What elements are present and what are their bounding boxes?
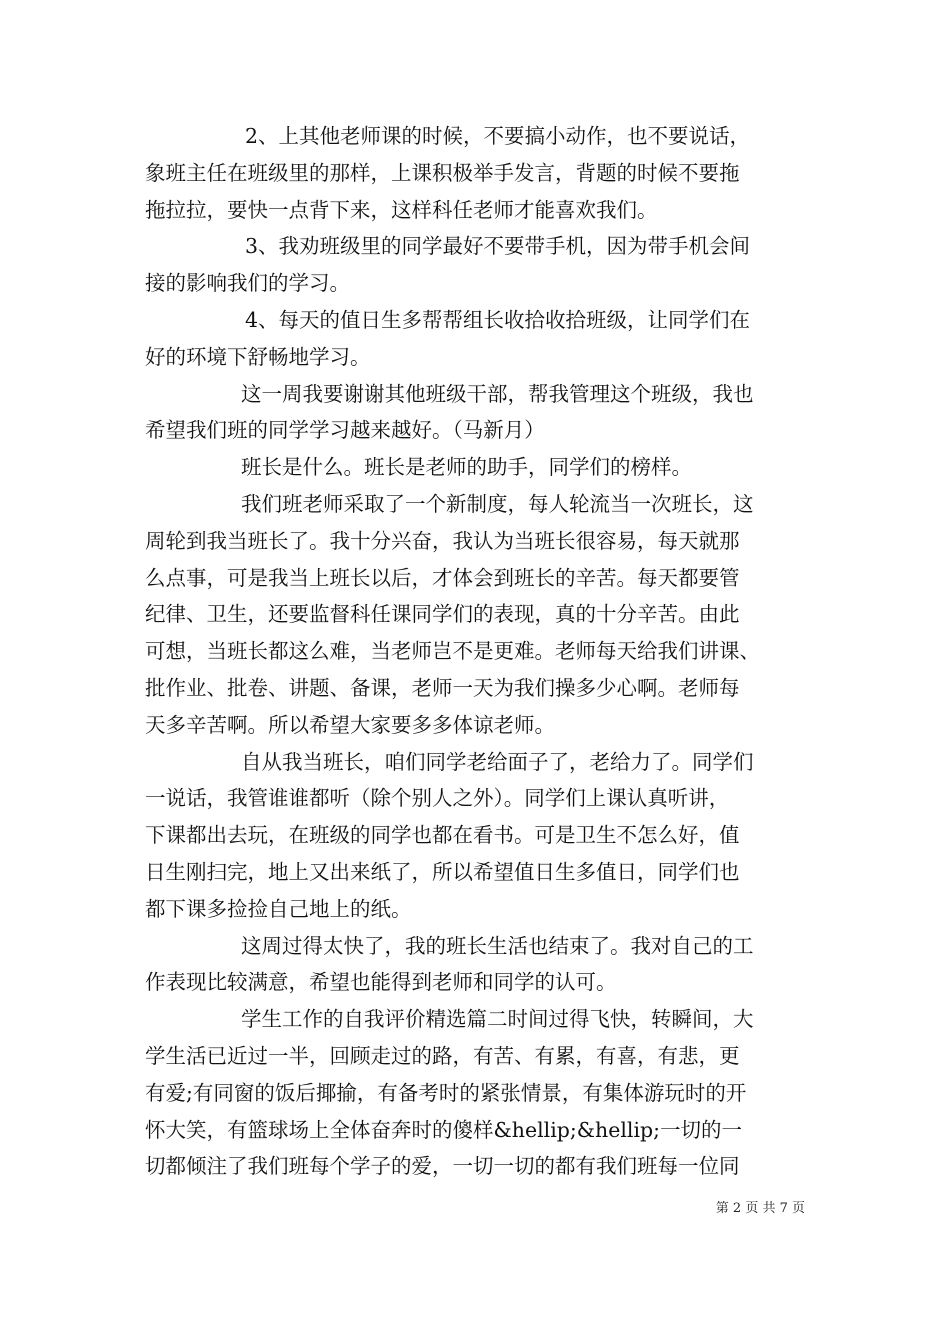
text-line: 作表现比较满意，希望也能得到老师和同学的认可。 xyxy=(145,970,617,995)
text-line: 学生工作的自我评价精选篇二时间过得飞快，转瞬间，大 xyxy=(241,1007,754,1032)
text-line: 周轮到我当班长了。我十分兴奋，我认为当班长很容易，每天就那 xyxy=(145,528,740,553)
text-line: 2、上其他老师课的时候，不要搞小动作，也不要说话， xyxy=(245,124,751,148)
text-line: 班长是什么。班长是老师的助手，同学们的榜样。 xyxy=(241,455,692,480)
text-line: 一说话，我管谁谁都听（除个别人之外）。同学们上课认真听讲， xyxy=(145,786,730,811)
text-line: 有爱;有同窗的饭后揶揄，有备考时的紧张情景，有集体游玩时的开 xyxy=(145,1080,747,1105)
text-line: 纪律、卫生，还要监督科任课同学们的表现，真的十分辛苦。由此 xyxy=(145,602,740,627)
text-line: 好的环境下舒畅地学习。 xyxy=(145,344,371,369)
text-line: 批作业、批卷、讲题、备课，老师一天为我们操多少心啊。老师每 xyxy=(145,675,740,700)
text-line: 自从我当班长，咱们同学老给面子了，老给力了。同学们 xyxy=(241,749,754,774)
text-line: 这周过得太快了，我的班长生活也结束了。我对自己的工 xyxy=(241,933,754,958)
text-line: 象班主任在班级里的那样，上课积极举手发言，背题的时候不要拖 xyxy=(145,160,740,185)
text-line: 切都倾注了我们班每个学子的爱，一切一切的都有我们班每一位同 xyxy=(145,1154,740,1179)
text-line: 学生活已近过一半，回顾走过的路，有苦、有累，有喜，有悲，更 xyxy=(145,1043,740,1068)
text-line: 我们班老师采取了一个新制度，每人轮流当一次班长，这 xyxy=(241,491,754,516)
text-line: 么点事，可是我当上班长以后，才体会到班长的辛苦。每天都要管 xyxy=(145,565,740,590)
text-line: 这一周我要谢谢其他班级干部，帮我管理这个班级，我也 xyxy=(241,381,754,406)
text-line: 希望我们班的同学学习越来越好。（马新月） xyxy=(145,418,545,443)
text-line: 下课都出去玩，在班级的同学也都在看书。可是卫生不怎么好，值 xyxy=(145,823,740,848)
text-line: 怀大笑，有篮球场上全体奋奔时的傻样&hellip;&hellip;一切的一 xyxy=(145,1117,743,1142)
text-line: 天多辛苦啊。所以希望大家要多多体谅老师。 xyxy=(145,712,555,737)
text-line: 接的影响我们的学习。 xyxy=(145,271,350,296)
text-line: 日生刚扫完，地上又出来纸了，所以希望值日生多值日，同学们也 xyxy=(145,859,740,884)
text-line: 拖拉拉，要快一点背下来，这样科任老师才能喜欢我们。 xyxy=(145,197,658,222)
page-number: 第 2 页 共 7 页 xyxy=(715,1201,805,1216)
text-line: 可想，当班长都这么难，当老师岂不是更难。老师每天给我们讲课、 xyxy=(145,639,760,664)
text-line: 4、每天的值日生多帮帮组长收拾收拾班级，让同学们在 xyxy=(245,307,751,332)
document-body xyxy=(145,118,810,1185)
text-line: 3、我劝班级里的同学最好不要带手机，因为带手机会间 xyxy=(245,234,751,259)
text-line: 都下课多捡捡自己地上的纸。 xyxy=(145,896,412,921)
